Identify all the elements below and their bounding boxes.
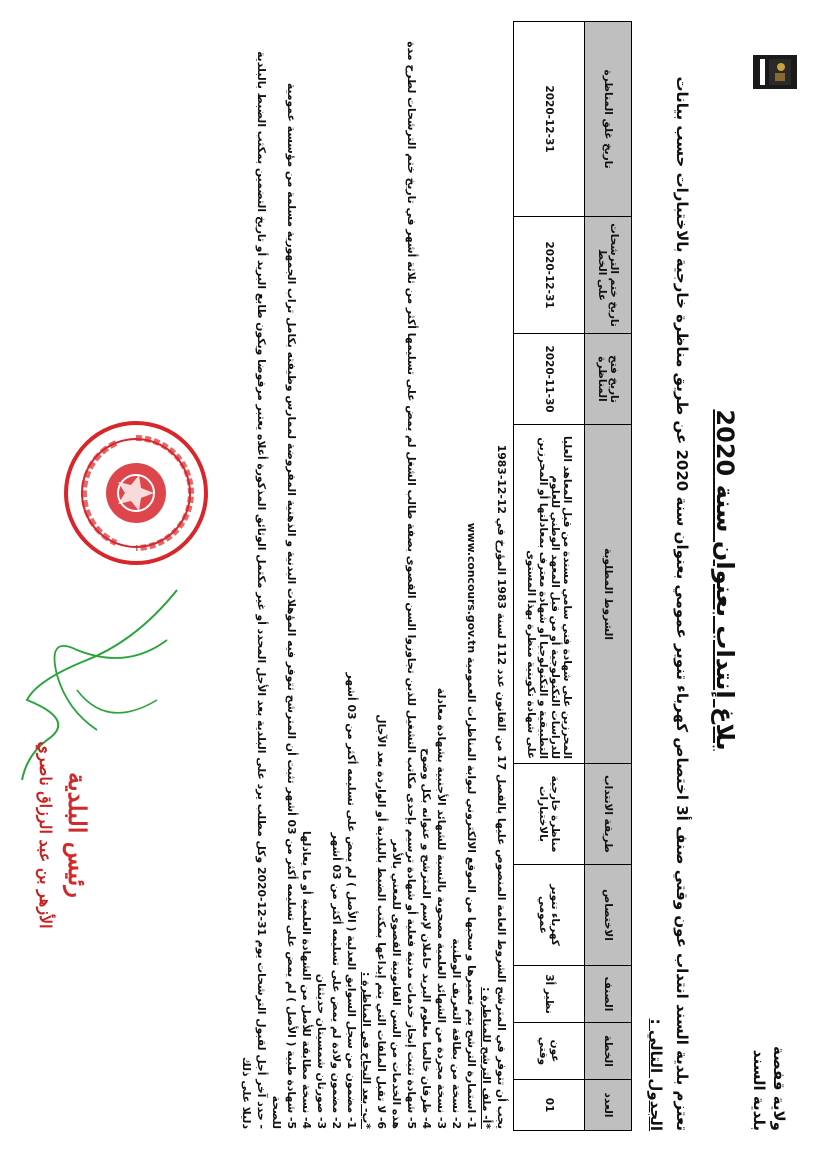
header-conditions: الشروط المطلوبة [585,425,632,764]
header-deadline-online: تاريخ ختم الترشحات على الخط [585,217,632,334]
cell-specialty: كهرباء تنوير عمومي [514,865,585,966]
note-line: 2- مضمون ولادة لم يمض على تسليمه أكثر من 03 أشهر [330,832,343,1129]
organization-header [749,931,789,1131]
header-grade: الصنف [585,966,632,1023]
note-line: *ب- بعد النجاح في المناظرة : [360,972,373,1129]
org-governorate: ولاية قفصة [770,1046,788,1131]
notes-section [239,39,509,1129]
page-title: بلاغ إنتداب بعنوان سنة 2020 [711,409,739,751]
note-line: 6- لا تقبل الملفات التي يتم إيداعها بمكتب الضبط بالبلدية أو الواردة بعد الآجال [375,714,388,1129]
municipality-logo [753,55,797,89]
header-specialty: الاختصاص [585,865,632,966]
official-stamp [61,418,211,568]
cell-method: مناظرة خارجية بالاختبارات [514,764,585,865]
intro-paragraph: تعتزم بلدية السند انتداب عون وقتي صنف أ3 اختصاص كهرباء تنوير عمومي بعنوان سنة 2020 عن طريق مناظرة خارجية بالاختبارات حسب بيانات [673,76,691,1131]
cell-conditions: المحرزين على شهادة فني سامي مسندة من قبل المعاهد العليا للدراسات التكنولوجية أو من قبل المعهد الوطني للعلوم التطبيقية و التكنولوجيا أو شهادة معترف بمعادلتها أو المحرزين على شهادة تكوينية منظرة بهذا المستوى [514,425,585,764]
note-line: 2- نسخة من بطاقة التعريف الوطنية [450,938,463,1129]
table-row [514,22,585,1131]
org-municipality: بلدية السند [750,1049,768,1131]
note-line: - حدد آخر أجل لقبول الترشحات يوم 31-12-2020 وكل مطلب يرد على البلدية بعد الأجل المحدد أو غير مكتمل الوثائق المذكورة أعلاه يعتبر مرفوضا ويكون طابع البريد أو تاريخ التضمين بمكتب الضبط بالبلدية [255,51,268,1129]
note-line: 5- شهادة تثبت إنجاز خدمات مدنية فعلية أو شهادة ترسيم بإحدى مكاتب التشغيل للذين تجاوزوا السن القصوى بصفة طالب الشغل لم يمض على تسليمها أكثر من ثلاثة أشهر في تاريخ ختم الترشحات لطرح مدة [405,41,418,1129]
signatory-name: الأزهر بن عبد الرزاق ناصري [36,741,55,929]
cell-grade: نظير أ3 [514,966,585,1023]
table-header-row [585,22,632,1131]
cell-open-date: 2020-11-30 [514,334,585,425]
note-line: 4- ظرفان خالصا معلوم البريد حاملان لإسم المترشح و عنوانه بكل وضوح [420,748,433,1129]
header-method: طريقة الانتداب [585,764,632,865]
note-line: 1- مضمون من سجل السوابق العدلية ( الأصل ) لم يمض على تسليمه أكثر من 03 أشهر [345,672,358,1129]
cell-number: 01 [514,1080,585,1131]
table-caption: الجدول التالي : [647,1018,665,1131]
note-line: 4- نسخة مطابقة للأصل من الشهادة العلمية أو ما يعادلها [300,831,313,1129]
header-open-date: تاريخ فتح المناظرة [585,334,632,425]
note-line: دليلا على ذلك [240,1056,253,1129]
signatory-title: رئيس البلدية [63,772,92,898]
note-line: 3- صورتان شمسيتان حديثتان [315,973,328,1129]
header-plan: الخطة [585,1023,632,1080]
note-line: للصحة [270,1095,283,1129]
cell-deadline-online: 2020-12-31 [514,217,585,334]
note-line: *أ- ملف الترشح للمناظرة : [480,987,493,1129]
header-number: العدد [585,1080,632,1131]
cell-plan: عون وقتي [514,1023,585,1080]
note-line: 1- استمارة الترشح يتم تعميرها و سحبها من الموقع الالكتروني لبوابة المناظرات العمومية www.concours.gov.tn [465,522,478,1129]
cell-close-date: 2020-12-31 [514,22,585,217]
note-line: 5- شهادة طبية ( الأصل ) لم يمض على تسليمه أكثر من 03 أشهر تثبت أن المترشح تتوفر فيه المؤهلات البدنية و الذهنية المفروضة لممارس وظيفته بكامل تراب الجمهورية مسلمة من مؤسسة عمومية [285,82,298,1129]
note-line: 3- نسخة مجردة من الشهائد العلمية مصحوبة بالنسبة للشهائد الأجنبية بشهادة معادلة [435,687,448,1129]
header-close-date: تاريخ غلق المناظرة [585,22,632,217]
recruitment-table [513,21,632,1131]
note-line: هذه الخدمات من السن القانونية القصوى للمعني بالأمر [390,839,403,1129]
note-line: يجب أن تتوفر في المترشح الشروط العامة المنصوص عليها بالفصل 17 من القانون عدد 112 لسنة 1983 المؤرخ في 12-12-1983 [495,444,508,1129]
